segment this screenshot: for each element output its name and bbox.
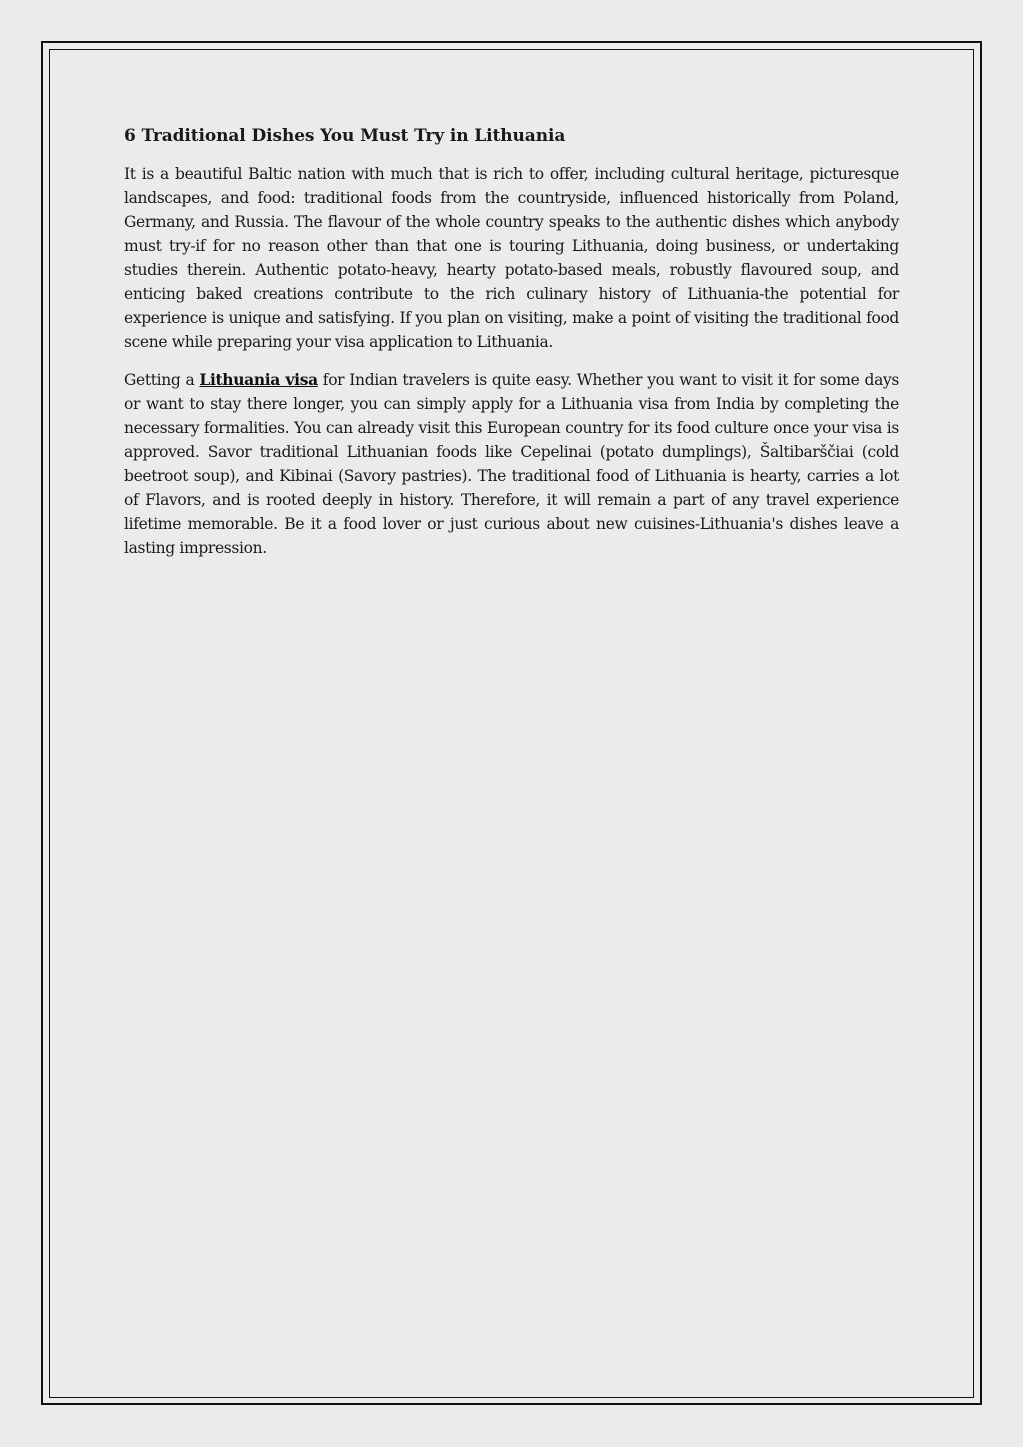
lithuania-visa-link[interactable]: Lithuania visa: [199, 370, 318, 389]
visa-paragraph: [124, 368, 899, 560]
intro-paragraph: It is a beautiful Baltic nation with much that is rich to offer, including cultural heritage, picturesque landscapes, and food: traditional foods from the countryside, influenced historically from Poland, Germany, and Russia. The flavour of the whole country speaks to the authentic dishes which anybody must try-if for no reason other than that one is touring Lithuania, doing business, or undertaking studies therein. Authentic potato-heavy, hearty potato-based meals, robustly flavoured soup, and enticing baked creations contribute to the rich culinary history of Lithuania-the potential for experience is unique and satisfying. If you plan on visiting, make a point of visiting the traditional food scene while preparing your visa application to Lithuania.: [124, 165, 899, 351]
visa-paragraph-lead: Getting a: [124, 371, 200, 389]
document-title: 6 Traditional Dishes You Must Try in Lithuania: [124, 126, 566, 146]
document-body: [124, 124, 899, 574]
visa-paragraph-text: for Indian travelers is quite easy. Whether you want to visit it for some days or want to stay there longer, you can simply apply for a Lithuania visa from India by completing the necessary formalities. You can already visit this European country for its food culture once your visa is approved. Savor traditional Lithuanian foods like Cepelinai (potato dumplings), Šaltibarščiai (cold beetroot soup), and Kibinai (Savory pastries). The traditional food of Lithuania is hearty, carries a lot of Flavors, and is rooted deeply in history. Therefore, it will remain a part of any travel experience lifetime memorable. Be it a food lover or just curious about new cuisines-Lithuania's dishes leave a lasting impression.: [124, 371, 899, 557]
